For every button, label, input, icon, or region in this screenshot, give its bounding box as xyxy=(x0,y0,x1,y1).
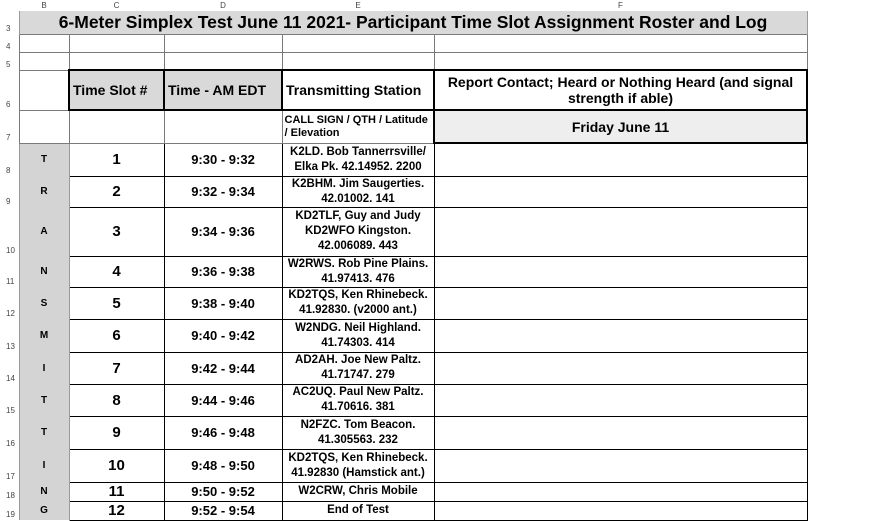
report-cell[interactable] xyxy=(434,352,807,384)
cell[interactable] xyxy=(164,34,282,52)
report-cell[interactable] xyxy=(434,319,807,352)
time-slot-number[interactable]: 1 xyxy=(69,143,164,176)
cell[interactable] xyxy=(434,52,807,70)
report-cell[interactable] xyxy=(434,501,807,520)
station-info[interactable]: KD2TQS, Ken Rhinebeck. 41.92830. (v2000 ant.) xyxy=(282,287,434,319)
cell[interactable] xyxy=(164,110,282,143)
header-time[interactable]: Time - AM EDT xyxy=(164,70,282,110)
table-row xyxy=(0,449,875,482)
time-range[interactable]: 9:40 - 9:42 xyxy=(164,319,282,352)
transmitting-letter[interactable]: A xyxy=(19,207,69,256)
column-header-f[interactable]: F xyxy=(434,0,807,11)
row-number[interactable]: 7 xyxy=(0,110,19,143)
report-cell[interactable] xyxy=(434,287,807,319)
time-slot-number[interactable]: 4 xyxy=(69,256,164,287)
station-info[interactable]: KD2TLF, Guy and Judy KD2WFO Kingston. 42.006089. 443 xyxy=(282,207,434,256)
table-row xyxy=(0,384,875,416)
time-range[interactable]: 9:44 - 9:46 xyxy=(164,384,282,416)
transmitting-letter[interactable]: R xyxy=(19,176,69,207)
table-row xyxy=(0,176,875,207)
row-number[interactable]: 14 xyxy=(0,352,19,384)
time-range[interactable]: 9:36 - 9:38 xyxy=(164,256,282,287)
table-row xyxy=(0,501,875,520)
table-row xyxy=(0,352,875,384)
station-info[interactable]: K2LD. Bob Tannerrsville/ Elka Pk. 42.14952. 2200 xyxy=(282,143,434,176)
time-range[interactable]: 9:50 - 9:52 xyxy=(164,482,282,501)
row-number[interactable]: 5 xyxy=(0,52,19,70)
sheet-title[interactable]: 6-Meter Simplex Test June 11 2021- Participant Time Slot Assignment Roster and Log xyxy=(19,11,807,34)
time-range[interactable]: 9:52 - 9:54 xyxy=(164,501,282,520)
time-range[interactable]: 9:32 - 9:34 xyxy=(164,176,282,207)
blank-row xyxy=(0,34,875,52)
time-slot-number[interactable]: 9 xyxy=(69,416,164,449)
cell[interactable] xyxy=(19,52,69,70)
station-info[interactable]: AD2AH. Joe New Paltz. 41.71747. 279 xyxy=(282,352,434,384)
row-number[interactable]: 6 xyxy=(0,70,19,110)
transmitting-letter[interactable]: T xyxy=(19,143,69,176)
time-range[interactable]: 9:30 - 9:32 xyxy=(164,143,282,176)
row-number[interactable]: 8 xyxy=(0,143,19,176)
time-slot-number[interactable]: 5 xyxy=(69,287,164,319)
report-cell[interactable] xyxy=(434,416,807,449)
column-header-d[interactable]: D xyxy=(164,0,282,11)
table-row xyxy=(0,416,875,449)
cell[interactable] xyxy=(69,34,164,52)
report-cell[interactable] xyxy=(434,384,807,416)
cell[interactable] xyxy=(69,110,164,143)
column-header-e[interactable]: E xyxy=(282,0,434,11)
column-header-row xyxy=(0,0,875,11)
cell[interactable] xyxy=(19,34,69,52)
time-slot-number[interactable]: 6 xyxy=(69,319,164,352)
cell[interactable] xyxy=(19,70,69,110)
time-slot-number[interactable]: 8 xyxy=(69,384,164,416)
day-header[interactable]: Friday June 11 xyxy=(434,110,807,143)
report-cell[interactable] xyxy=(434,143,807,176)
time-slot-number[interactable]: 12 xyxy=(69,501,164,520)
time-range[interactable]: 9:46 - 9:48 xyxy=(164,416,282,449)
report-cell[interactable] xyxy=(434,207,807,256)
table-row xyxy=(0,287,875,319)
station-info[interactable]: W2NDG. Neil Highland. 41.74303. 414 xyxy=(282,319,434,352)
transmitting-letter[interactable]: T xyxy=(19,384,69,416)
transmitting-letter[interactable]: N xyxy=(19,256,69,287)
header-time-slot[interactable]: Time Slot # xyxy=(69,70,164,110)
time-range[interactable]: 9:38 - 9:40 xyxy=(164,287,282,319)
time-slot-number[interactable]: 2 xyxy=(69,176,164,207)
transmitting-letter[interactable]: S xyxy=(19,287,69,319)
station-info[interactable]: K2BHM. Jim Saugerties. 42.01002. 141 xyxy=(282,176,434,207)
cell[interactable] xyxy=(282,34,434,52)
station-info[interactable]: N2FZC. Tom Beacon. 41.305563. 232 xyxy=(282,416,434,449)
time-range[interactable]: 9:42 - 9:44 xyxy=(164,352,282,384)
time-slot-number[interactable]: 7 xyxy=(69,352,164,384)
row-number[interactable]: 18 xyxy=(0,482,19,501)
station-info[interactable]: End of Test xyxy=(282,501,434,520)
time-slot-number[interactable]: 11 xyxy=(69,482,164,501)
table-row xyxy=(0,256,875,287)
report-cell[interactable] xyxy=(434,482,807,501)
transmitting-letter[interactable]: N xyxy=(19,482,69,501)
subheader-row xyxy=(0,110,875,143)
slot-rows xyxy=(0,143,875,520)
time-range[interactable]: 9:34 - 9:36 xyxy=(164,207,282,256)
station-info[interactable]: KD2TQS, Ken Rhinebeck. 41.92830 (Hamstick ant.) xyxy=(282,449,434,482)
cell[interactable] xyxy=(164,52,282,70)
time-slot-number[interactable]: 3 xyxy=(69,207,164,256)
table-row xyxy=(0,319,875,352)
row-number[interactable]: 13 xyxy=(0,319,19,352)
transmitting-letter[interactable]: I xyxy=(19,449,69,482)
transmitting-letter[interactable]: I xyxy=(19,352,69,384)
column-header-c[interactable]: C xyxy=(69,0,164,11)
row-number[interactable]: 3 xyxy=(0,11,19,34)
row-number[interactable]: 10 xyxy=(0,207,19,256)
row-number[interactable]: 15 xyxy=(0,384,19,416)
transmitting-letter[interactable]: T xyxy=(19,416,69,449)
row-number[interactable]: 4 xyxy=(0,34,19,52)
table-row xyxy=(0,143,875,176)
time-range[interactable]: 9:48 - 9:50 xyxy=(164,449,282,482)
cell[interactable] xyxy=(69,52,164,70)
transmitting-letter[interactable]: M xyxy=(19,319,69,352)
report-cell[interactable] xyxy=(434,449,807,482)
transmitting-letter[interactable]: G xyxy=(19,501,69,520)
station-info[interactable]: AC2UQ. Paul New Paltz. 41.70616. 381 xyxy=(282,384,434,416)
row-number[interactable]: 11 xyxy=(0,256,19,287)
row-number[interactable]: 16 xyxy=(0,416,19,449)
time-slot-number[interactable]: 10 xyxy=(69,449,164,482)
station-info[interactable]: W2RWS. Rob Pine Plains. 41.97413. 476 xyxy=(282,256,434,287)
station-subheader[interactable]: CALL SIGN / QTH / Latitude / Elevation xyxy=(282,110,434,143)
row-number[interactable]: 19 xyxy=(0,501,19,520)
cell[interactable] xyxy=(282,52,434,70)
report-cell[interactable] xyxy=(434,256,807,287)
cell[interactable] xyxy=(434,34,807,52)
table-row xyxy=(0,482,875,501)
cell[interactable] xyxy=(19,110,69,143)
row-number[interactable]: 12 xyxy=(0,287,19,319)
header-report-contact[interactable]: Report Contact; Heard or Nothing Heard (and signal strength if able) xyxy=(434,70,807,110)
station-info[interactable]: W2CRW, Chris Mobile xyxy=(282,482,434,501)
header-transmitting-station[interactable]: Transmitting Station xyxy=(282,70,434,110)
column-header-b[interactable]: B xyxy=(19,0,69,11)
row-number[interactable]: 9 xyxy=(0,176,19,207)
header-row xyxy=(0,70,875,110)
table-row xyxy=(0,207,875,256)
blank-row xyxy=(0,52,875,70)
report-cell[interactable] xyxy=(434,176,807,207)
row-number[interactable]: 17 xyxy=(0,449,19,482)
title-row xyxy=(0,11,875,34)
corner-cell xyxy=(0,0,19,11)
